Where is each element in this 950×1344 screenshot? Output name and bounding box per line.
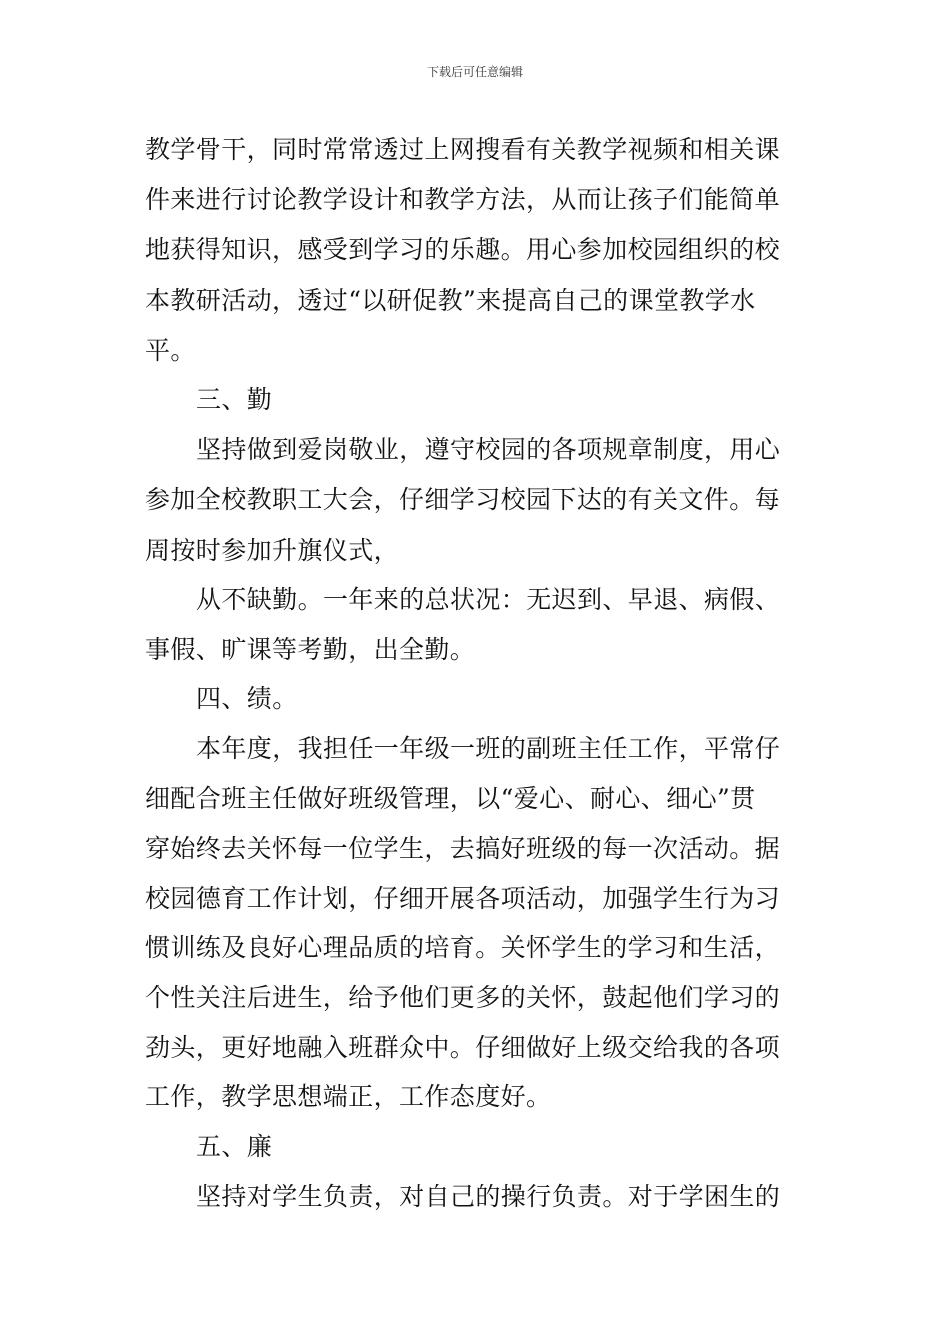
body-line: 坚持对学生负责，对自己的操行负责。对于学困生的 (196, 1182, 781, 1211)
body-line: 本教研活动，透过“以研促教”来提高自己的课堂教学水 (145, 286, 756, 315)
body-line: 从不缺勤。一年来的总状况：无迟到、早退、病假、 (196, 585, 781, 614)
body-line: 周按时参加升旗仪式， (145, 536, 400, 565)
body-line: 劲头，更好地融入班群众中。仔细做好上级交给我的各项 (145, 1033, 781, 1062)
section-heading: 四、绩。 (196, 684, 298, 713)
body-line: 地获得知识，感受到学习的乐趣。用心参加校园组织的校 (145, 235, 781, 264)
section-heading: 三、勤 (196, 385, 273, 414)
body-line: 惯训练及良好心理品质的培育。关怀学生的学习和生活， (145, 933, 781, 962)
body-line: 平。 (145, 336, 196, 365)
body-line: 本年度，我担任一年级一班的副班主任工作，平常仔 (196, 734, 781, 763)
body-line: 参加全校教职工大会，仔细学习校园下达的有关文件。每 (145, 485, 781, 514)
body-line: 件来进行讨论教学设计和教学方法，从而让孩子们能简单 (145, 185, 781, 214)
section-heading: 五、廉 (196, 1132, 273, 1161)
body-line: 校园德育工作计划，仔细开展各项活动，加强学生行为习 (145, 884, 781, 913)
body-line: 坚持做到爱岗敬业，遵守校园的各项规章制度，用心 (196, 435, 781, 464)
body-line: 工作，教学思想端正，工作态度好。 (145, 1082, 552, 1111)
body-line: 教学骨干，同时常常透过上网搜看有关教学视频和相关课 (145, 135, 781, 164)
body-line: 穿始终去关怀每一位学生，去搞好班级的每一次活动。据 (145, 834, 781, 863)
body-line: 事假、旷课等考勤，出全勤。 (145, 635, 476, 664)
page-header: 下载后可任意编辑 (426, 65, 523, 79)
body-line: 细配合班主任做好班级管理，以“爱心、耐心、细心”贯 (145, 784, 756, 813)
body-line: 个性关注后进生，给予他们更多的关怀，鼓起他们学习的 (145, 983, 781, 1012)
